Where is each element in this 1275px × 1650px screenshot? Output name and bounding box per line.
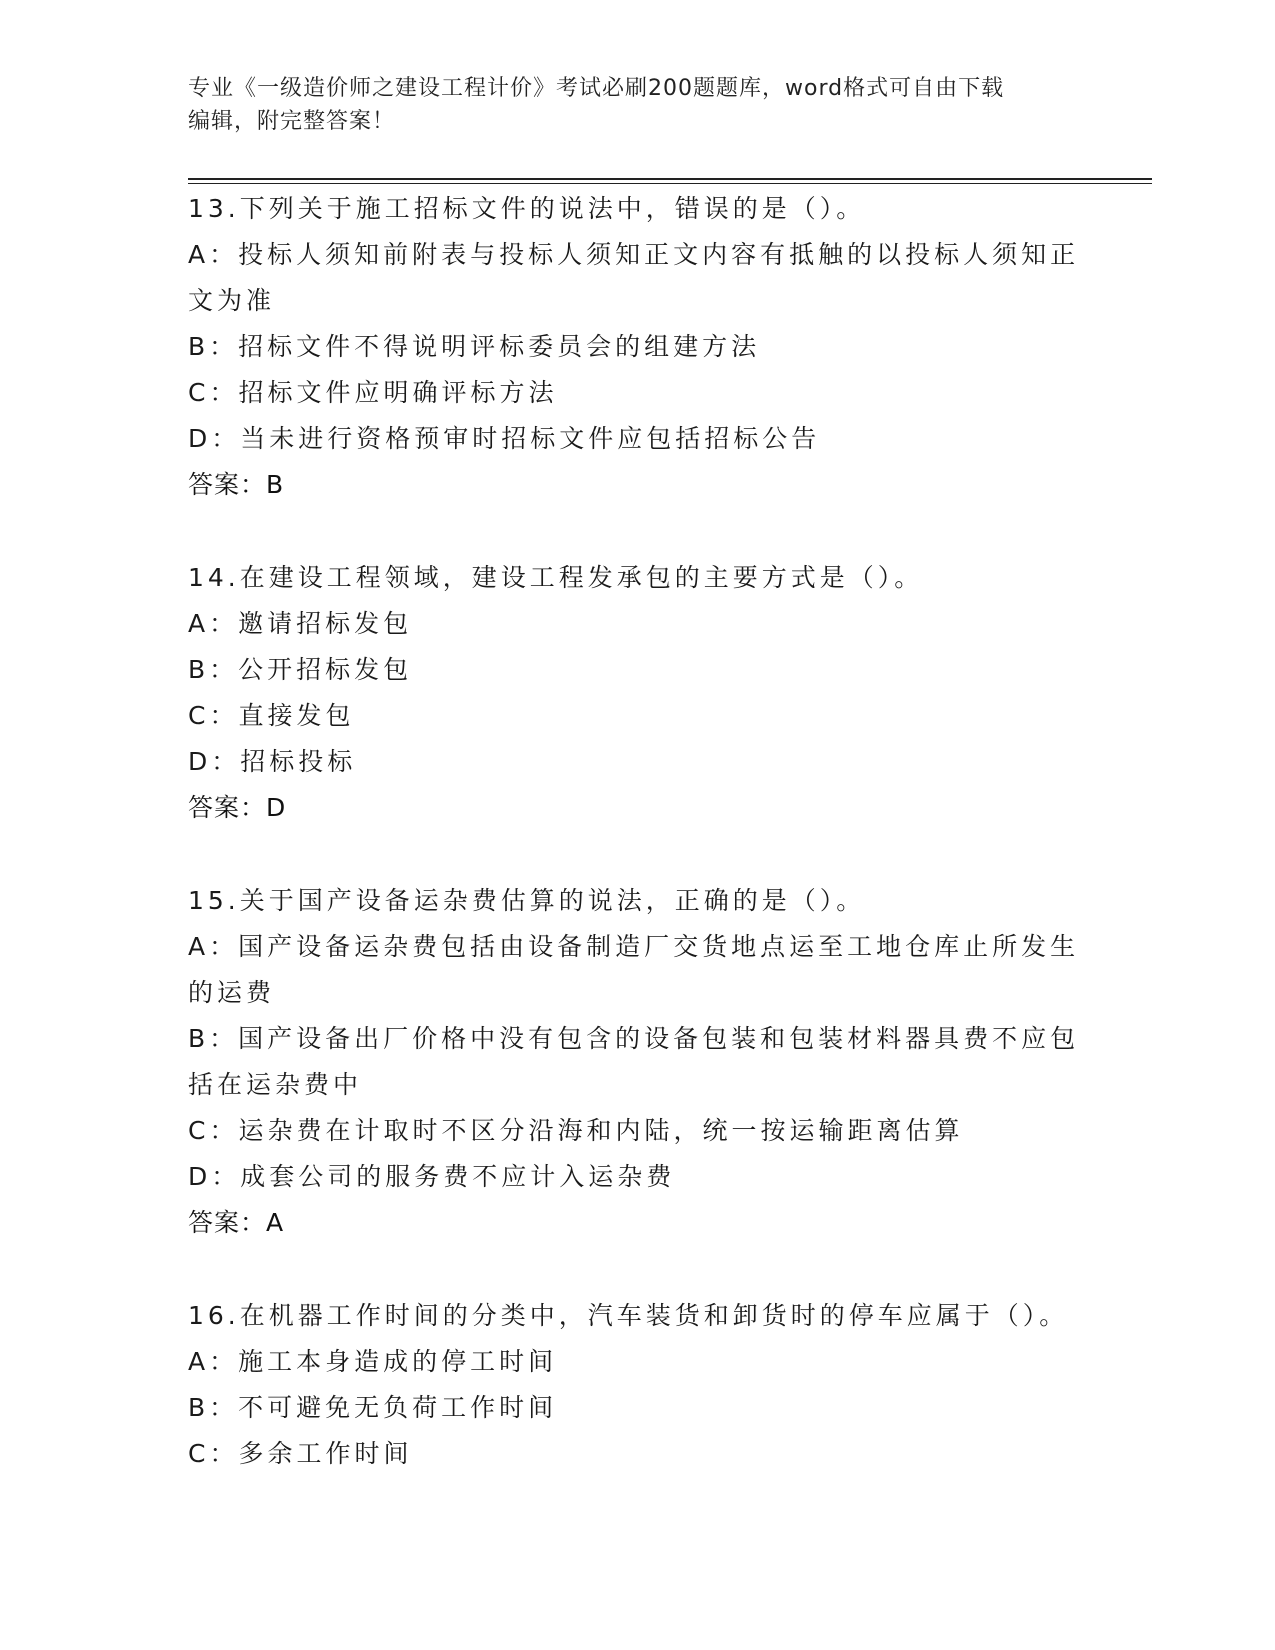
answer: 答案：A: [188, 1208, 285, 1237]
header-line-1: 专业《一级造价师之建设工程计价》考试必刷200题题库，word格式可自由下载: [188, 76, 1005, 101]
question-stem: 15.关于国产设备运杂费估算的说法，正确的是（）。: [188, 886, 866, 915]
option-b: B：国产设备出厂价格中没有包含的设备包装和包装材料器具费不应包括在运杂费中: [188, 1024, 1080, 1099]
option-a: A：施工本身造成的停工时间: [188, 1347, 558, 1376]
option-c: C：招标文件应明确评标方法: [188, 378, 558, 407]
option-b: B：公开招标发包: [188, 655, 413, 684]
option-a: A：投标人须知前附表与投标人须知正文内容有抵触的以投标人须知正文为准: [188, 240, 1080, 315]
option-a: A：邀请招标发包: [188, 609, 413, 638]
option-d: D：招标投标: [188, 747, 357, 776]
header-line-2: 编辑，附完整答案！: [188, 109, 396, 134]
option-c: C：多余工作时间: [188, 1439, 413, 1468]
option-d: D：当未进行资格预审时招标文件应包括招标公告: [188, 424, 821, 453]
question-13: [188, 186, 1088, 508]
question-stem: 16.在机器工作时间的分类中，汽车装货和卸货时的停车应属于（）。: [188, 1301, 1069, 1330]
option-c: C：运杂费在计取时不区分沿海和内陆，统一按运输距离估算: [188, 1116, 964, 1145]
header-divider-thin: [188, 183, 1152, 184]
header-divider-thick: [188, 178, 1152, 180]
question-16: [188, 1293, 1088, 1477]
option-c: C：直接发包: [188, 701, 355, 730]
question-stem: 14.在建设工程领域，建设工程发承包的主要方式是（）。: [188, 563, 924, 592]
answer: 答案：B: [188, 470, 285, 499]
question-15: [188, 878, 1088, 1246]
question-list: [188, 186, 1088, 1524]
answer: 答案：D: [188, 793, 287, 822]
option-b: B：不可避免无负荷工作时间: [188, 1393, 558, 1422]
option-d: D：成套公司的服务费不应计入运杂费: [188, 1162, 676, 1191]
document-header: [188, 72, 1068, 138]
question-14: [188, 555, 1088, 831]
option-b: B：招标文件不得说明评标委员会的组建方法: [188, 332, 761, 361]
option-a: A：国产设备运杂费包括由设备制造厂交货地点运至工地仓库止所发生的运费: [188, 932, 1080, 1007]
question-stem: 13.下列关于施工招标文件的说法中，错误的是（）。: [188, 194, 866, 223]
